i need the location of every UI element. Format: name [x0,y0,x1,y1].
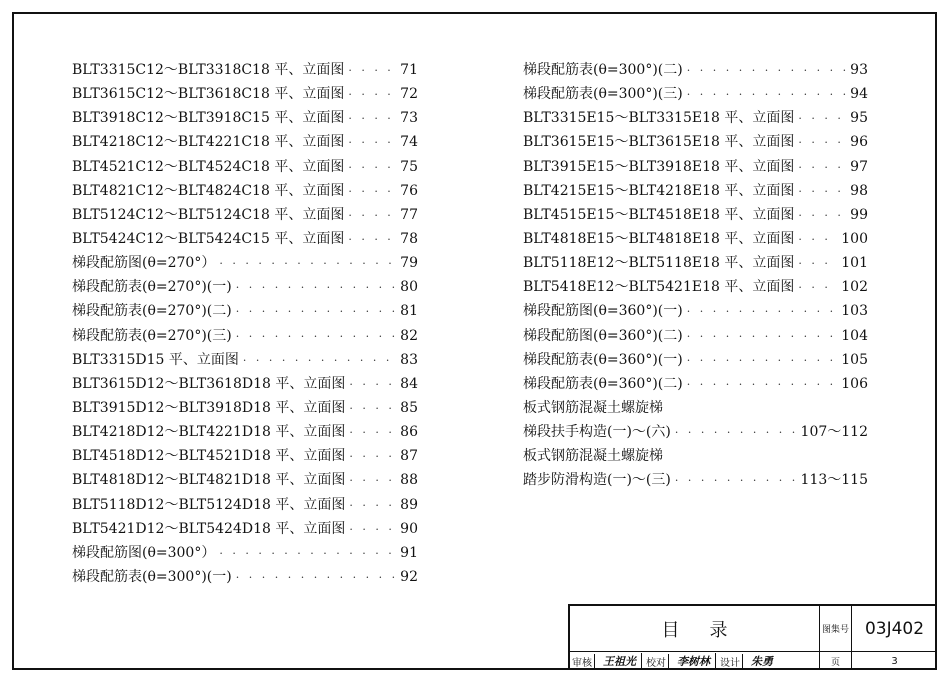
toc-leader-dots [349,373,396,397]
toc-entry[interactable] [523,203,868,227]
toc-entry-page: 81 [400,303,418,320]
toc-entry-title: BLT5418E12～BLT5421E18 平、立面图 [523,279,795,296]
toc-entry-page: 78 [400,230,418,247]
toc-entry-title: BLT4518D12～BLT4521D18 平、立面图 [72,448,346,465]
toc-entry-page: 104 [841,327,868,344]
toc-entry-title: BLT3915D12～BLT3918D18 平、立面图 [72,399,346,416]
toc-leader-dots [349,494,396,518]
toc-entry[interactable] [72,130,418,154]
toc-leader-dots [349,397,396,421]
title-block [568,604,937,670]
toc-entry-page: 86 [400,424,418,441]
toc-leader-dots [687,373,838,397]
atlas-number: 03J402 [852,606,937,652]
toc-entry[interactable] [523,227,868,251]
toc-entry-page: 97 [850,158,868,175]
toc-entry-page: 93 [850,62,868,78]
toc-entry-title: 梯段扶手构造(一)～(六) [523,424,671,441]
toc-entry-title: BLT3615C12～BLT3618C18 平、立面图 [72,86,345,103]
toc-entry-title: 梯段配筋表(θ=270°)(一) [72,279,232,296]
toc-entry-page: 106 [841,375,868,392]
toc-leader-dots [687,349,838,373]
toc-entry[interactable] [523,82,868,106]
toc-leader-dots [675,469,797,493]
design-signature: 朱勇 [751,655,773,668]
toc-leader-dots [349,518,396,542]
toc-entry-title: 踏步防滑构造(一)～(三) [523,472,671,489]
toc-entry-title: BLT4818E15～BLT4818E18 平、立面图 [523,230,795,247]
review-label: 审核 [572,654,595,669]
toc-entry-page: 96 [850,134,868,151]
toc-entry[interactable] [72,155,418,179]
toc-leader-dots [236,566,396,590]
toc-entry-title: BLT3918C12～BLT3918C15 平、立面图 [72,110,345,127]
toc-section-heading[interactable] [523,444,868,468]
toc-entry[interactable] [523,275,868,299]
toc-entry[interactable] [523,179,868,203]
toc-entry-page: 85 [400,399,418,416]
toc-entry-page: 89 [400,496,418,513]
toc-leader-dots [348,228,396,252]
toc-entry[interactable] [72,179,418,203]
toc-entry[interactable] [523,468,868,492]
toc-entry[interactable] [523,251,868,275]
review-signature: 王祖光 [599,653,642,669]
toc-entry-title: 梯段配筋表(θ=300°)(一) [72,568,232,585]
toc-leader-dots [675,421,797,445]
toc-leader-dots [243,349,396,373]
toc-entry-title: BLT4818D12～BLT4821D18 平、立面图 [72,472,346,489]
toc-entry-page: 80 [400,279,418,296]
toc-entry-title: BLT4515E15～BLT4518E18 平、立面图 [523,206,795,223]
toc-entry[interactable] [72,517,418,541]
toc-entry-title: BLT5424C12～BLT5424C15 平、立面图 [72,230,345,247]
toc-leader-dots [348,180,396,204]
toc-entry[interactable] [72,541,418,565]
toc-entry-page: 74 [400,134,418,151]
toc-entry-title: 梯段配筋表(θ=270°)(二) [72,303,232,320]
toc-entry-page: 90 [400,520,418,537]
toc-entry[interactable] [523,324,868,348]
toc-entry[interactable] [523,372,868,396]
toc-leader-dots [687,325,838,349]
toc-entry[interactable] [72,58,418,82]
toc-entry-title: BLT5124C12～BLT5124C18 平、立面图 [72,206,345,223]
toc-entry-title: 梯段配筋表(θ=360°)(一) [523,351,683,368]
toc-entry-page: 91 [400,544,418,561]
toc-entry-title: 板式钢筋混凝土螺旋梯 [523,448,663,465]
toc-entry[interactable] [72,82,418,106]
toc-leader-dots [798,252,837,276]
toc-entry-page: 73 [400,110,418,127]
toc-entry-title: BLT5118D12～BLT5124D18 平、立面图 [72,496,346,513]
atlas-number-label: 图集号 [820,606,852,652]
toc-entry[interactable] [72,251,418,275]
toc-leader-dots [349,445,396,469]
toc-entry-title: BLT4521C12～BLT4524C18 平、立面图 [72,158,345,175]
toc-entry[interactable] [72,203,418,227]
toc-entry-title: BLT4218D12～BLT4221D18 平、立面图 [72,424,346,441]
toc-entry-title: BLT5421D12～BLT5424D18 平、立面图 [72,520,346,537]
toc-entry[interactable] [72,227,418,251]
toc-entry-title: BLT3315C12～BLT3318C18 平、立面图 [72,62,345,78]
toc-leader-dots [348,131,396,155]
toc-entry[interactable] [72,348,418,372]
toc-leader-dots [219,542,396,566]
toc-right-column [523,58,868,493]
toc-entry-page: 72 [400,86,418,103]
design-label: 设计 [720,654,743,669]
toc-entry[interactable] [72,420,418,444]
toc-leader-dots [798,180,846,204]
toc-entry-page: 83 [400,351,418,368]
toc-entry-title: 板式钢筋混凝土螺旋梯 [523,399,663,416]
toc-left-column [72,58,418,589]
toc-entry[interactable] [72,565,418,589]
toc-entry-page: 102 [841,279,868,296]
toc-entry-title: 梯段配筋图(θ=300°） [72,544,216,561]
toc-leader-dots [236,300,396,324]
toc-leader-dots [236,325,396,349]
toc-entry[interactable] [72,468,418,492]
toc-entry-page: 76 [400,182,418,199]
toc-entry-page: 82 [400,327,418,344]
toc-leader-dots [349,469,396,493]
toc-leader-dots [349,421,396,445]
toc-entry-page: 71 [400,62,418,78]
toc-entry[interactable] [523,155,868,179]
toc-entry-page: 94 [850,86,868,103]
toc-entry-page: 100 [841,230,868,247]
toc-entry-page: 95 [850,110,868,127]
toc-entry-page: 79 [400,255,418,272]
toc-entry-page: 98 [850,182,868,199]
toc-entry-page: 99 [850,206,868,223]
toc-entry-title: BLT4821C12～BLT4824C18 平、立面图 [72,182,345,199]
toc-leader-dots [348,107,396,131]
toc-leader-dots [348,156,396,180]
toc-entry-page: 113～115 [800,472,868,489]
toc-entry-page: 77 [400,206,418,223]
toc-entry-page: 105 [841,351,868,368]
toc-entry[interactable] [72,275,418,299]
toc-leader-dots [798,228,837,252]
toc-entry[interactable] [72,299,418,323]
toc-leader-dots [798,156,846,180]
toc-entry-title: BLT4218C12～BLT4221C18 平、立面图 [72,134,345,151]
toc-entry-page: 84 [400,375,418,392]
toc-entry[interactable] [523,299,868,323]
toc-leader-dots [348,59,396,83]
toc-entry[interactable] [523,130,868,154]
toc-leader-dots [687,83,846,107]
toc-entry-page: 92 [400,568,418,585]
toc-entry-title: 梯段配筋图(θ=360°)(一) [523,303,683,320]
check-signature: 李树林 [673,653,716,669]
check-label: 校对 [646,654,669,669]
toc-entry-page: 75 [400,158,418,175]
toc-leader-dots [348,204,396,228]
toc-entry-title: BLT4215E15～BLT4218E18 平、立面图 [523,182,795,199]
toc-entry-title: BLT3915E15～BLT3918E18 平、立面图 [523,158,795,175]
toc-leader-dots [798,131,846,155]
page-label: 页 [820,652,852,670]
toc-leader-dots [219,252,396,276]
toc-leader-dots [687,59,846,83]
toc-entry[interactable] [72,372,418,396]
toc-entry[interactable] [72,396,418,420]
toc-entry[interactable] [523,58,868,82]
title-block-title: 目录 [570,606,820,652]
toc-entry[interactable] [523,106,868,130]
toc-entry-title: BLT5118E12～BLT5118E18 平、立面图 [523,255,795,272]
toc-section-heading[interactable] [523,396,868,420]
page-number: 3 [891,655,898,667]
toc-entry-title: 梯段配筋表(θ=360°)(二) [523,375,683,392]
toc-entry-page: 101 [841,255,868,272]
toc-entry-page: 88 [400,472,418,489]
toc-entry-title: BLT3615D12～BLT3618D18 平、立面图 [72,375,346,392]
toc-entry-page: 103 [841,303,868,320]
toc-leader-dots [798,204,846,228]
toc-entry[interactable] [72,106,418,130]
toc-entry-title: 梯段配筋表(θ=300°)(三) [523,86,683,103]
toc-entry-page: 107～112 [800,424,868,441]
toc-leader-dots [687,300,838,324]
toc-entry[interactable] [523,348,868,372]
signature-row [570,652,820,670]
toc-entry[interactable] [523,420,868,444]
toc-entry-title: 梯段配筋表(θ=300°)(二) [523,62,683,78]
toc-entry-title: BLT3615E15～BLT3615E18 平、立面图 [523,134,795,151]
toc-entry-title: BLT3315D15 平、立面图 [72,351,239,368]
toc-leader-dots [348,83,396,107]
toc-entry-title: 梯段配筋图(θ=270°） [72,255,216,272]
toc-entry[interactable] [72,444,418,468]
toc-entry-title: 梯段配筋图(θ=360°)(二) [523,327,683,344]
toc-leader-dots [798,276,837,300]
toc-entry-title: 梯段配筋表(θ=270°)(三) [72,327,232,344]
toc-entry-page: 87 [400,448,418,465]
toc-leader-dots [798,107,846,131]
toc-entry-title: BLT3315E15～BLT3315E18 平、立面图 [523,110,795,127]
toc-leader-dots [236,276,396,300]
toc-entry[interactable] [72,493,418,517]
toc-entry[interactable] [72,324,418,348]
